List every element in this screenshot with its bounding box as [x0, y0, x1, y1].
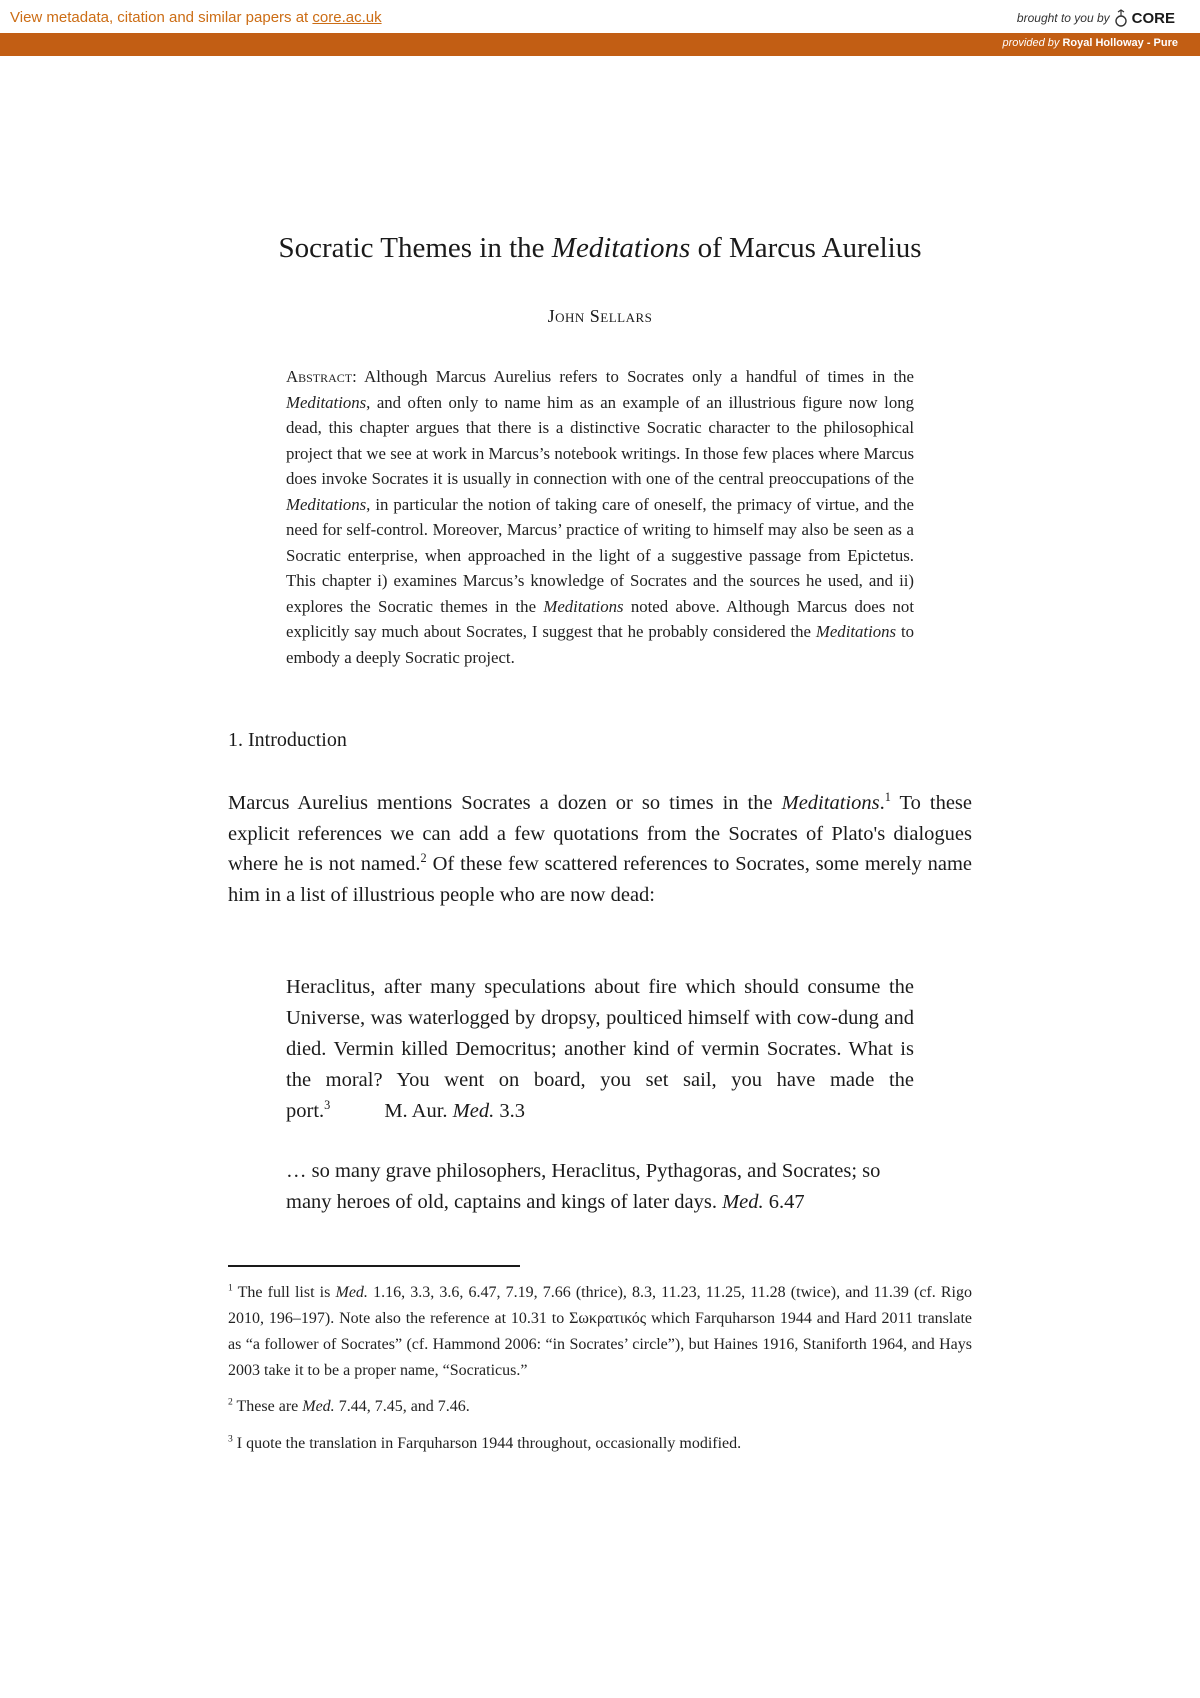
abstract-label: Abstract: — [286, 367, 357, 386]
abstract-italic: Meditations — [543, 596, 624, 616]
abstract-text: , in particular the notion of taking care of oneself, the primacy of virtue, and the need for self-control. Moreover, Marcus’ practice of writing to himself may also be seen as a Socratic enterprise, when approached in the light of a suggestive passage from Epictetus. This chapter i) examines Marcus’s knowledge of Socrates and the sources he used, and ii) explores the Socratic themes in the — [286, 494, 914, 616]
core-logo-text: CORE — [1131, 9, 1175, 27]
provided-by-source: Royal Holloway - Pure — [1062, 37, 1178, 49]
footnote-divider — [228, 1265, 520, 1267]
title-text: Socratic Themes in the — [278, 232, 552, 264]
citation-number: 6.47 — [763, 1191, 805, 1213]
body-italic: Meditations — [781, 792, 880, 814]
body-text: Marcus Aurelius mentions Socrates a dozen or so times in the — [228, 792, 782, 814]
footnote-text: 7.44, 7.45, and 7.46. — [334, 1398, 470, 1415]
quote-citation — [384, 1100, 525, 1122]
abstract-italic: Meditations — [815, 622, 897, 641]
title-text-end: of Marcus Aurelius — [690, 232, 922, 264]
abstract-text: to embody a deeply Socratic project. — [286, 622, 914, 667]
body-text: Of these few scattered references to Socrates, some merely name him in a list of illustrious people who are now dead: — [228, 853, 972, 906]
body-text: To these explicit references we can add a few quotations from the Socrates of Plato's dialogues where he is not named. — [228, 792, 972, 875]
footnote-2 — [228, 1394, 972, 1420]
author-name: John Sellars — [547, 306, 653, 326]
footnote-ref-3[interactable]: 3 — [324, 1098, 331, 1113]
footnote-number: 2 — [228, 1396, 233, 1408]
abstract-italic: Meditations — [286, 392, 367, 412]
footnote-text: I quote the translation in Farquharson 1944 throughout, occasionally modified. — [232, 1435, 742, 1452]
paper-title — [0, 232, 1200, 265]
citation-text: M. Aur. — [384, 1100, 453, 1122]
abstract-text: , and often only to name him as an example of an illustrious figure now long dead, this chapter argues that there is a distinctive Socratic character to the philosophical project that we see at work in Marcus’s notebook writings. In those few places where Marcus does invoke Socrates it is usually in connection with one of the central preoccupations of the — [286, 392, 914, 488]
intro-paragraph — [228, 788, 972, 910]
brought-to-you-text: brought to you by — [1016, 11, 1110, 25]
abstract-text: noted above. Although Marcus does not explicitly say much about Socrates, I suggest that he probably considered the — [286, 596, 914, 641]
citation-italic: Med. — [452, 1100, 495, 1122]
section-heading: 1. Introduction — [228, 729, 347, 751]
provided-by-label: provided by — [1002, 37, 1060, 49]
block-quote-2 — [286, 1156, 914, 1218]
footnote-italic: Med. — [302, 1398, 335, 1415]
core-logo-icon — [1114, 9, 1128, 27]
quote-citation — [722, 1191, 805, 1213]
footnote-3 — [228, 1431, 972, 1457]
footnote-text: These are — [232, 1398, 303, 1415]
title-italic: Meditations — [551, 232, 691, 264]
quote-text: Heraclitus, after many speculations about fire which should consume the Universe, was waterlogged by dropsy, poulticed himself with cow-dung and died. Vermin killed Democritus; another kind of vermin Socrates. What is the moral? You went on board, you set sail, you have made the port. — [286, 976, 914, 1122]
footnote-number: 3 — [228, 1433, 233, 1445]
footnote-text: 1.16, 3.3, 3.6, 6.47, 7.19, 7.66 (thrice), 8.3, 11.23, 11.25, 11.28 (twice), and 11.39 (cf. Rigo 2010, 196–197). Note also the reference at 10.31 to Σωκρατικός which Farquharson 1944 and Hard 2011 translate as “a follower of Socrates” (cf. Hammond 2006: “in Socrates’ circle”), but Haines 1916, Staniforth 1964, and Hays 2003 take it to be a proper name, “Socraticus.” — [228, 1284, 973, 1379]
citation-number: 3.3 — [494, 1100, 525, 1122]
body-text: . — [879, 792, 885, 814]
abstract-italic: Meditations — [286, 494, 367, 514]
footnote-ref-2[interactable]: 2 — [420, 851, 427, 866]
footnote-text: The full list is — [232, 1284, 336, 1301]
core-branding[interactable] — [1017, 9, 1175, 27]
core-metadata-label: View metadata, citation and similar papers at — [10, 9, 313, 26]
footnote-number: 1 — [228, 1282, 233, 1294]
provided-by-text[interactable] — [1003, 37, 1178, 49]
core-link[interactable]: core.ac.uk — [312, 9, 382, 26]
block-quote-1 — [286, 972, 914, 1127]
footnote-italic: Med. — [335, 1284, 368, 1301]
core-metadata-text — [10, 9, 382, 26]
footnote-ref-1[interactable]: 1 — [884, 790, 891, 805]
quote-text: … so many grave philosophers, Heraclitus, Pythagoras, and Socrates; so many heroes of old, captains and kings of later days. — [286, 1160, 881, 1213]
core-header — [0, 0, 1200, 33]
footnote-1 — [228, 1280, 972, 1384]
abstract-text: Although Marcus Aurelius refers to Socrates only a handful of times in the — [356, 367, 914, 386]
citation-italic: Med. — [722, 1191, 764, 1213]
abstract — [286, 364, 914, 670]
core-provided-bar — [0, 33, 1200, 56]
